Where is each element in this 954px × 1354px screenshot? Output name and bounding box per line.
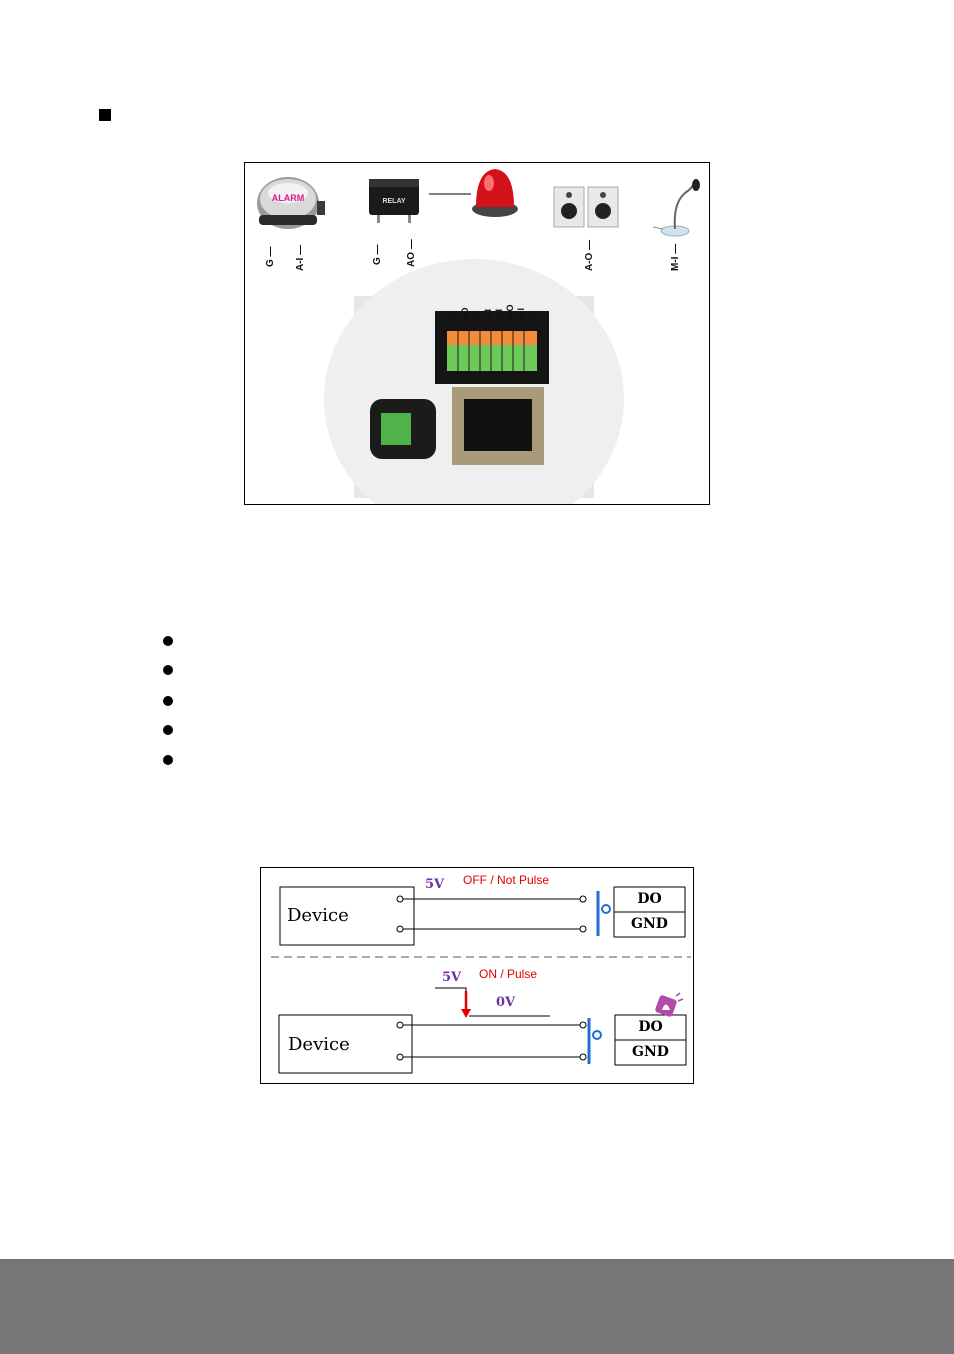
terminal-label-ao2: A-O bbox=[505, 304, 515, 321]
bell-ai-label: A-I — bbox=[295, 244, 306, 271]
top-voltage-label: 5V bbox=[425, 877, 445, 892]
pulse-high-line bbox=[435, 988, 466, 1014]
bottom-device-label: Device bbox=[288, 1034, 350, 1055]
wiring-figure bbox=[244, 162, 710, 505]
bottom-switch-terminal-1 bbox=[580, 1022, 586, 1028]
alarm-badge: ALARM bbox=[271, 193, 305, 203]
bell-g-label: G — bbox=[265, 246, 276, 267]
terminal-label-ai: A-I bbox=[483, 309, 493, 321]
top-device-terminal-1 bbox=[397, 896, 403, 902]
top-gnd-label: GND bbox=[631, 916, 668, 932]
bullet-1-icon bbox=[163, 636, 173, 646]
terminal-label-ao: AO bbox=[460, 307, 470, 321]
microphone-icon bbox=[653, 179, 700, 236]
bottom-switch-knob-icon bbox=[593, 1031, 601, 1039]
bullet-2-icon bbox=[163, 665, 173, 675]
bullet-3-icon bbox=[163, 696, 173, 706]
bullet-4-icon bbox=[163, 725, 173, 735]
top-do-label: DO bbox=[637, 891, 662, 907]
relay-badge: RELAY bbox=[382, 198, 406, 205]
terminal-label-g2: G bbox=[472, 313, 482, 321]
bottom-do-label: DO bbox=[638, 1019, 663, 1035]
wiring-illustration bbox=[245, 163, 709, 504]
bullet-5-icon bbox=[163, 755, 173, 765]
top-switch-terminal-1 bbox=[580, 896, 586, 902]
bottom-switch-terminal-2 bbox=[580, 1054, 586, 1060]
camera-base-photo bbox=[324, 259, 624, 504]
digital-output-diagram bbox=[260, 867, 694, 1084]
top-device-label: Device bbox=[287, 905, 349, 926]
top-switch-terminal-2 bbox=[580, 926, 586, 932]
terminal-label-g: G bbox=[448, 313, 458, 321]
bottom-high-voltage-label: 5V bbox=[442, 970, 462, 985]
bottom-low-voltage-label: 0V bbox=[496, 995, 516, 1010]
top-device-terminal-2 bbox=[397, 926, 403, 932]
speaker-ao-label: A-O — bbox=[584, 239, 595, 271]
top-switch-knob-icon bbox=[602, 905, 610, 913]
terminal-label-ai2: A-I bbox=[494, 309, 504, 321]
pulse-arrow-head-icon bbox=[461, 1009, 471, 1018]
bottom-gnd-label: GND bbox=[632, 1044, 669, 1060]
relay-ao-label: AO — bbox=[406, 239, 417, 267]
page-footer-bar bbox=[0, 1259, 954, 1354]
bottom-device-terminal-2 bbox=[397, 1054, 403, 1060]
bottom-device-terminal-1 bbox=[397, 1022, 403, 1028]
alarm-bell-icon bbox=[257, 177, 325, 229]
speakers-icon bbox=[554, 187, 618, 227]
relay-g-label: G — bbox=[372, 244, 383, 265]
bottom-state-label: ON / Pulse bbox=[479, 967, 538, 981]
mic-mi-label: M-I — bbox=[670, 243, 681, 271]
alarm-bell-small-icon bbox=[654, 993, 683, 1018]
siren-light-icon bbox=[472, 169, 518, 217]
terminal-label-g3: G bbox=[527, 313, 537, 321]
terminal-label-mi: M-I bbox=[516, 308, 526, 321]
top-state-label: OFF / Not Pulse bbox=[463, 873, 550, 887]
square-bullet-icon bbox=[99, 109, 111, 121]
